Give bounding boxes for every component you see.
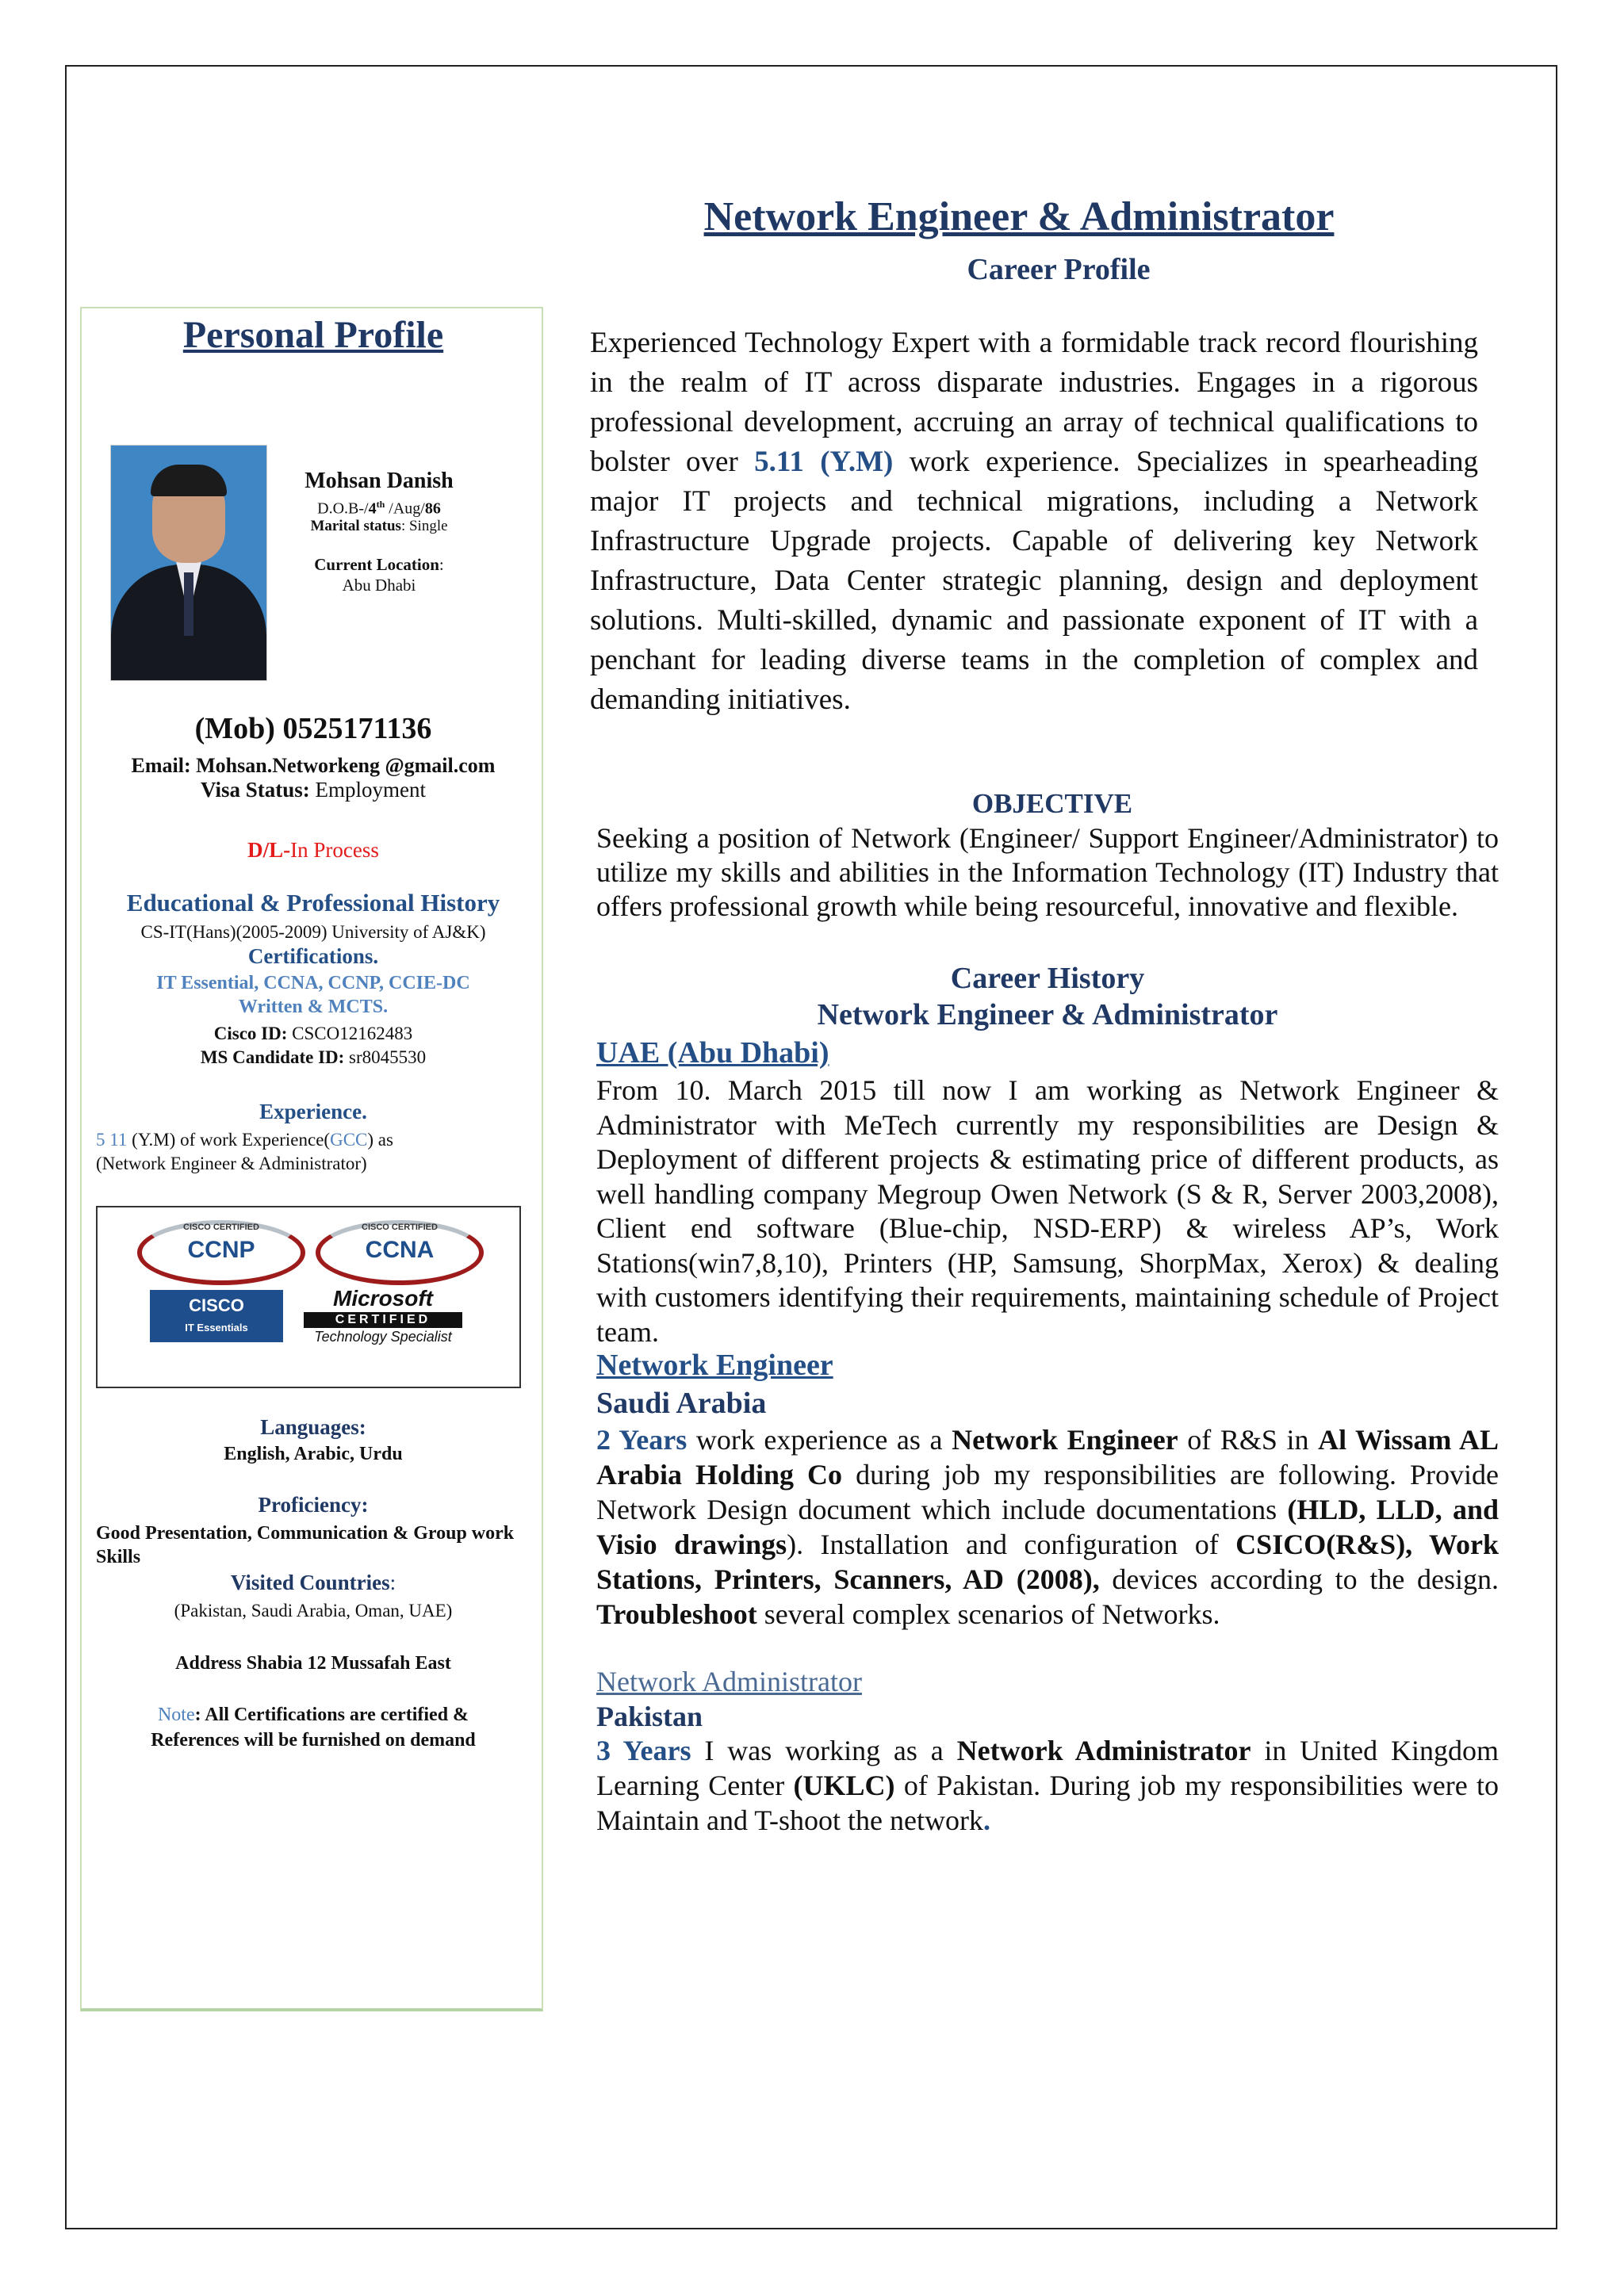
experience-summary: 5 11 (Y.M) of work Experience(GCC) as (Network Engineer & Administrator) [96,1130,393,1173]
person-name: Mohsan Danish [304,469,454,493]
job2-location: Saudi Arabia [596,1387,767,1420]
visited-countries-heading: Visited Countries: [230,1571,396,1594]
education-line: CS-IT(Hans)(2005-2009) University of AJ&K) [140,922,486,942]
marital-status: Marital status: Single [310,518,448,534]
job2-description: 2 Years work experience as a Network Engineer of R&S in Al Wissam AL Arabia Holding Co during job my responsibilities are following. Provide Network Design document which include documentations (HLD, LLD, and Visio drawings). Installation and configuration of CSICO(R&S), Work Stations, Printers, Scanners, AD (2008), devices according to the design. Troubleshoot several complex scenarios of Networks. [596,1424,1500,1630]
career-history-heading: Career History [950,962,1145,995]
address: Address Shabia 12 Mussafah East [175,1653,451,1674]
driving-license-status: D/L-In Process [247,838,379,862]
languages-heading: Languages: [260,1415,366,1439]
note: Note: All Certifications are certified & References will be furnished on demand [151,1705,476,1751]
email-address: Email: Mohsan.Networkeng @gmail.com [131,754,496,777]
page-title: Network Engineer & Administrator [703,194,1335,239]
career-history-subtitle: Network Engineer & Administrator [817,998,1278,1031]
cisco-id: Cisco ID: CSCO12162483 [213,1024,413,1043]
microsoft-certified-logo: Microsoft CERTIFIED Technology Specialist [296,1287,470,1350]
career-summary: Experienced Technology Expert with a formidable track record flourishing in the realm of IT across disparate industries. Engages in a rigorous professional development, accruing an array of technical qualifications to bolster over 5.11 (Y.M) work experience. Specializes in spearheading major IT projects and technical migrations, including a Network Infrastructure Upgrade projects. Capable of delivering key Network Infrastructure, Data Center strategic planning, design and deployment solutions. Multi-skilled, dynamic and passionate exponent of IT with a penchant for leading diverse teams in the completion of complex and demanding initiatives. [590,327,1478,716]
job1-location: UAE (Abu Dhabi) [596,1036,829,1070]
mobile-number: (Mob) 0525171136 [194,712,432,745]
objective-text: Seeking a position of Network (Engineer/ Support Engineer/Administrator) to utilize my skills and abilities in the Information Technology (IT) Industry that offers professional growth while being resourceful, innovative and flexible. [596,822,1499,922]
current-location: Current Location: Abu Dhabi [314,555,444,595]
languages-list: English, Arabic, Urdu [224,1444,403,1464]
job3-description: 3 Years I was working as a Network Administrator in United Kingdom Learning Center (UKLC) of Pakistan. During job my responsibilities were to Maintain and T-shoot the network. [596,1735,1500,1836]
ms-candidate-id: MS Candidate ID: sr8045530 [200,1047,427,1067]
it-essentials-logo: CISCO IT Essentials [150,1290,283,1342]
certifications-list: IT Essential, CCNA, CCNP, CCIE-DC Written & MCTS. [156,973,470,1017]
visa-status: Visa Status: Employment [200,778,426,802]
personal-profile-title: Personal Profile [182,314,444,356]
certification-logos [96,1206,521,1388]
job2-title: Network Engineer [596,1349,833,1382]
personal-profile-sidebar [80,307,543,2011]
profile-photo [110,445,267,681]
objective-heading: OBJECTIVE [971,788,1133,819]
job3-location: Pakistan [596,1701,703,1732]
job3-title: Network Administrator [596,1666,862,1697]
page-subtitle: Career Profile [967,253,1151,286]
ccnp-logo: CISCO CERTIFIED CCNP [137,1220,305,1285]
certifications-heading: Certifications. [247,944,379,968]
date-of-birth: D.O.B-/4th /Aug/86 [317,499,441,518]
proficiency-heading: Proficiency: [258,1493,369,1517]
ccna-logo: CISCO CERTIFIED CCNA [316,1220,484,1285]
job1-description: From 10. March 2015 till now I am working as Network Engineer & Administrator with MeTech currently my responsibilities are Design & Deployment of different projects & estimating price of different products, as well handling company Megroup Owen Network (S & R, Server 2003,2008), Client end software (Blue-chip, NSD-ERP) & wireless AP’s, Work Stations(win7,8,10), Printers (HP, Samsung, ShorpMax, Xerox) & dealing with customers identifying their requirements, maintaining schedule of Project team. [596,1074,1499,1348]
education-heading: Educational & Professional History [126,889,500,916]
visited-countries-list: (Pakistan, Saudi Arabia, Oman, UAE) [174,1601,453,1621]
experience-heading: Experience. [259,1100,367,1123]
proficiency-text: Good Presentation, Communication & Group work Skills [96,1523,515,1567]
